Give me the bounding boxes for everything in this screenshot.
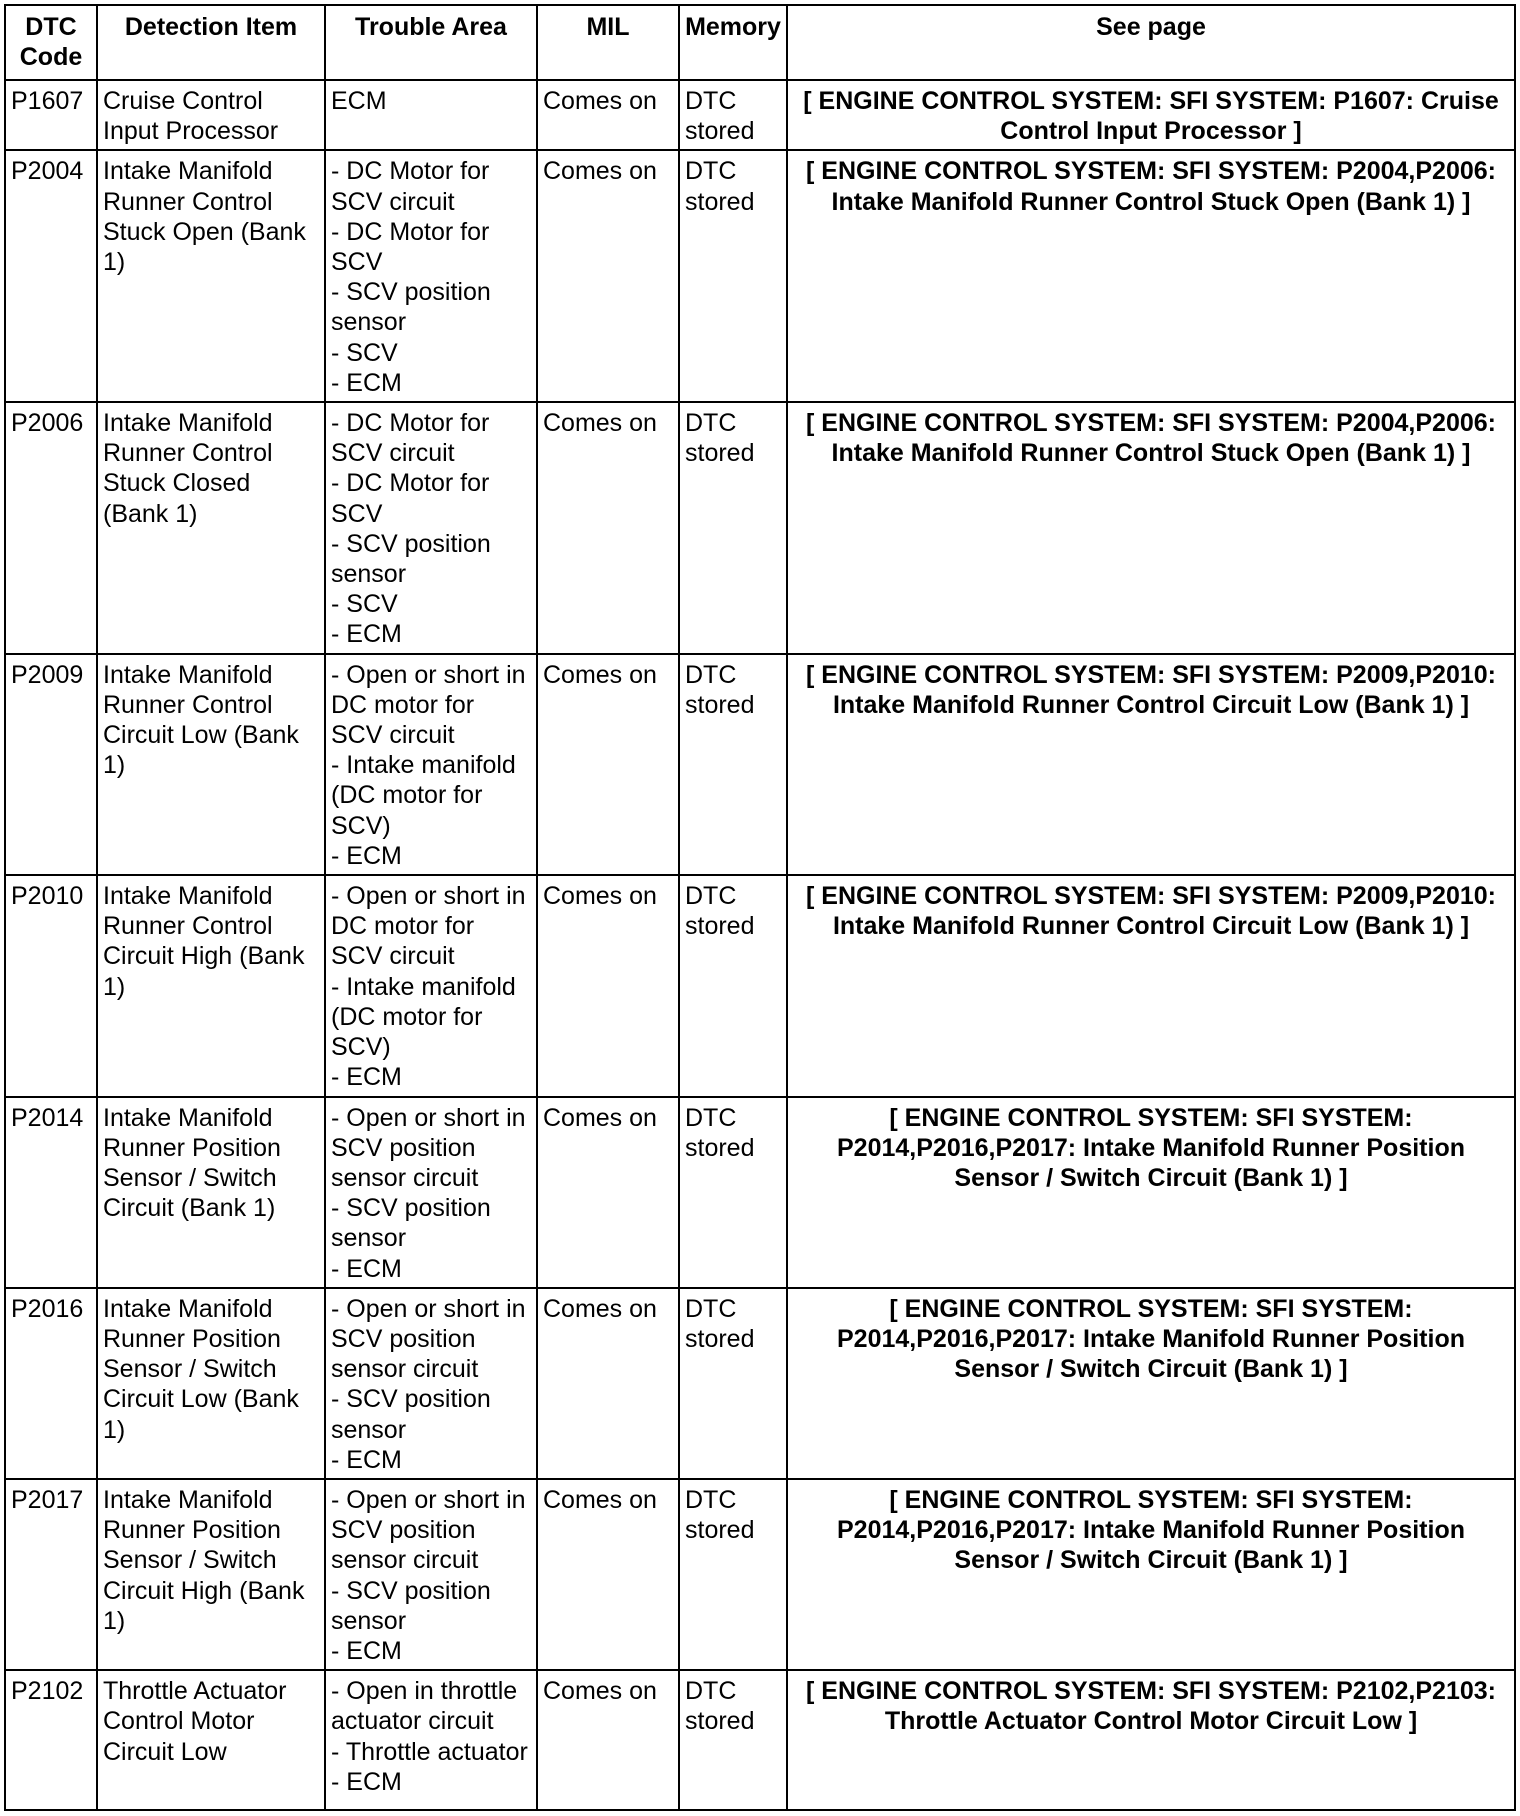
- dtc-code: P2102: [5, 1670, 97, 1810]
- see-page-link[interactable]: [ ENGINE CONTROL SYSTEM: SFI SYSTEM: P2014,P2016,P2017: Intake Manifold Runner Position Sensor / Switch Circuit (Bank 1) ]: [787, 1479, 1515, 1670]
- table-row: [5, 1670, 1515, 1810]
- see-page-link[interactable]: [ ENGINE CONTROL SYSTEM: SFI SYSTEM: P2014,P2016,P2017: Intake Manifold Runner Position Sensor / Switch Circuit (Bank 1) ]: [787, 1097, 1515, 1288]
- table-row: [5, 1097, 1515, 1288]
- see-page-link[interactable]: [ ENGINE CONTROL SYSTEM: SFI SYSTEM: P2009,P2010: Intake Manifold Runner Control Circuit Low (Bank 1) ]: [787, 875, 1515, 1096]
- detection-item: Intake Manifold Runner Position Sensor / Switch Circuit (Bank 1): [97, 1097, 325, 1288]
- detection-item: Intake Manifold Runner Position Sensor / Switch Circuit Low (Bank 1): [97, 1288, 325, 1479]
- dtc-code: P2006: [5, 402, 97, 654]
- see-page-link[interactable]: [ ENGINE CONTROL SYSTEM: SFI SYSTEM: P2014,P2016,P2017: Intake Manifold Runner Position Sensor / Switch Circuit (Bank 1) ]: [787, 1288, 1515, 1479]
- dtc-code: P1607: [5, 80, 97, 150]
- mil-status: Comes on: [537, 80, 679, 150]
- memory-status: DTC stored: [679, 80, 787, 150]
- mil-status: Comes on: [537, 1479, 679, 1670]
- memory-status: DTC stored: [679, 1479, 787, 1670]
- see-page-link[interactable]: [ ENGINE CONTROL SYSTEM: SFI SYSTEM: P2004,P2006: Intake Manifold Runner Control Stuck Open (Bank 1) ]: [787, 402, 1515, 654]
- trouble-area: - DC Motor for SCV circuit - DC Motor for SCV - SCV position sensor - SCV - ECM: [325, 402, 537, 654]
- detection-item: Intake Manifold Runner Control Circuit Low (Bank 1): [97, 654, 325, 875]
- see-page-link[interactable]: [ ENGINE CONTROL SYSTEM: SFI SYSTEM: P2009,P2010: Intake Manifold Runner Control Circuit Low (Bank 1) ]: [787, 654, 1515, 875]
- mil-status: Comes on: [537, 1097, 679, 1288]
- table-row: [5, 654, 1515, 875]
- table-row: [5, 80, 1515, 150]
- dtc-code: P2009: [5, 654, 97, 875]
- mil-status: Comes on: [537, 402, 679, 654]
- see-page-link[interactable]: [ ENGINE CONTROL SYSTEM: SFI SYSTEM: P2004,P2006: Intake Manifold Runner Control Stuck Open (Bank 1) ]: [787, 150, 1515, 402]
- trouble-area: - Open or short in SCV position sensor circuit - SCV position sensor - ECM: [325, 1479, 537, 1670]
- table-row: [5, 1288, 1515, 1479]
- header-dtc-code: DTC Code: [5, 5, 97, 80]
- header-row: [5, 5, 1515, 80]
- dtc-code: P2014: [5, 1097, 97, 1288]
- header-memory: Memory: [679, 5, 787, 80]
- detection-item: Intake Manifold Runner Control Stuck Closed (Bank 1): [97, 402, 325, 654]
- trouble-area: - Open or short in DC motor for SCV circuit - Intake manifold (DC motor for SCV) - ECM: [325, 654, 537, 875]
- see-page-link[interactable]: [ ENGINE CONTROL SYSTEM: SFI SYSTEM: P2102,P2103: Throttle Actuator Control Motor Circuit Low ]: [787, 1670, 1515, 1810]
- memory-status: DTC stored: [679, 1288, 787, 1479]
- memory-status: DTC stored: [679, 150, 787, 402]
- table-row: [5, 1479, 1515, 1670]
- memory-status: DTC stored: [679, 1097, 787, 1288]
- trouble-area: - Open or short in SCV position sensor circuit - SCV position sensor - ECM: [325, 1097, 537, 1288]
- table-row: [5, 875, 1515, 1096]
- detection-item: Throttle Actuator Control Motor Circuit Low: [97, 1670, 325, 1810]
- memory-status: DTC stored: [679, 1670, 787, 1810]
- header-detection-item: Detection Item: [97, 5, 325, 80]
- detection-item: Intake Manifold Runner Position Sensor / Switch Circuit High (Bank 1): [97, 1479, 325, 1670]
- trouble-area: - Open or short in DC motor for SCV circuit - Intake manifold (DC motor for SCV) - ECM: [325, 875, 537, 1096]
- dtc-code: P2004: [5, 150, 97, 402]
- table-row: [5, 402, 1515, 654]
- header-mil: MIL: [537, 5, 679, 80]
- table-row: [5, 150, 1515, 402]
- mil-status: Comes on: [537, 654, 679, 875]
- memory-status: DTC stored: [679, 875, 787, 1096]
- mil-status: Comes on: [537, 875, 679, 1096]
- header-trouble-area: Trouble Area: [325, 5, 537, 80]
- memory-status: DTC stored: [679, 654, 787, 875]
- trouble-area: - Open or short in SCV position sensor circuit - SCV position sensor - ECM: [325, 1288, 537, 1479]
- dtc-code: P2010: [5, 875, 97, 1096]
- detection-item: Cruise Control Input Processor: [97, 80, 325, 150]
- detection-item: Intake Manifold Runner Control Stuck Open (Bank 1): [97, 150, 325, 402]
- mil-status: Comes on: [537, 1670, 679, 1810]
- mil-status: Comes on: [537, 150, 679, 402]
- trouble-area: ECM: [325, 80, 537, 150]
- detection-item: Intake Manifold Runner Control Circuit High (Bank 1): [97, 875, 325, 1096]
- trouble-area: - DC Motor for SCV circuit - DC Motor for SCV - SCV position sensor - SCV - ECM: [325, 150, 537, 402]
- see-page-link[interactable]: [ ENGINE CONTROL SYSTEM: SFI SYSTEM: P1607: Cruise Control Input Processor ]: [787, 80, 1515, 150]
- dtc-code: P2017: [5, 1479, 97, 1670]
- mil-status: Comes on: [537, 1288, 679, 1479]
- dtc-table: [4, 4, 1516, 1811]
- trouble-area: - Open in throttle actuator circuit - Throttle actuator - ECM: [325, 1670, 537, 1810]
- memory-status: DTC stored: [679, 402, 787, 654]
- header-see-page: See page: [787, 5, 1515, 80]
- dtc-code: P2016: [5, 1288, 97, 1479]
